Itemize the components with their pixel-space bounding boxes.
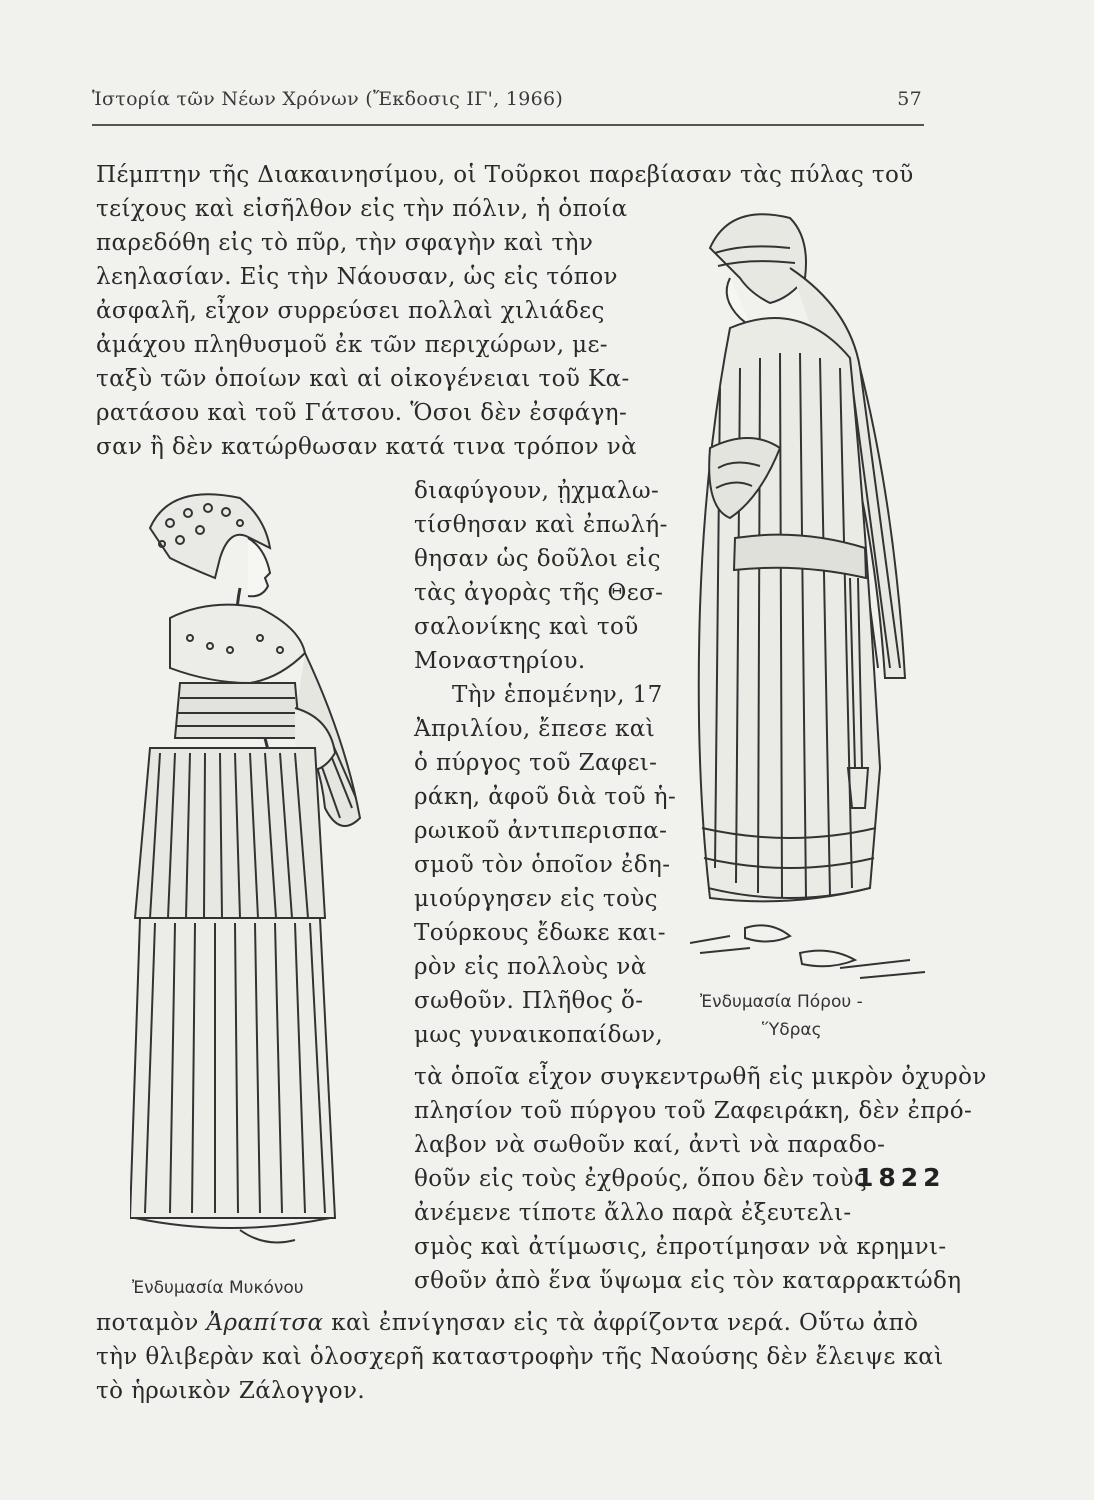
header-rule	[92, 124, 924, 126]
text-line: ρωικοῦ ἀντιπερισπα-	[414, 818, 668, 844]
poros-hydra-caption-line2: Ὕδρας	[762, 1020, 822, 1040]
text-line: μως γυναικοπαίδων,	[414, 1022, 664, 1048]
text-line: Τὴν ἑπομένην, 17	[452, 682, 663, 708]
text-line: σαλονίκης καὶ τοῦ	[414, 614, 639, 640]
text-line	[96, 1308, 918, 1338]
text-fragment: ποταμὸν	[96, 1310, 199, 1336]
text-line: Τούρκους ἔδωκε και-	[414, 920, 666, 946]
text-line: σαν ἢ δὲν κατώρθωσαν κατά τινα τρόπον νὰ	[96, 434, 638, 460]
text-line: σμοῦ τὸν ὁποῖον ἐδη-	[414, 852, 671, 878]
text-line: τίσθησαν καὶ ἐπωλή-	[414, 512, 668, 538]
text-line: λεηλασίαν. Εἰς τὴν Νάουσαν, ὡς εἰς τόπον	[96, 264, 618, 290]
text-line: τείχους καὶ εἰσῆλθον εἰς τὴν πόλιν, ἡ ὁποία	[96, 196, 628, 222]
text-line: σωθοῦν. Πλῆθος ὅ-	[414, 988, 644, 1014]
mykonos-caption: Ἐνδυμασία Μυκόνου	[132, 1278, 304, 1298]
text-line: ταξὺ τῶν ὁποίων καὶ αἱ οἰκογένειαι τοῦ Κα-	[96, 366, 630, 392]
text-line: ὁ πύργος τοῦ Ζαφει-	[414, 750, 658, 776]
text-line: Ἀπριλίου, ἔπεσε καὶ	[414, 716, 656, 742]
text-fragment: καὶ ἐπνίγησαν εἰς τὰ ἀφρίζοντα νερά. Οὕτω ἀπὸ	[331, 1310, 919, 1336]
text-line: Πέμπτην τῆς Διακαινησίμου, οἱ Τοῦρκοι παρεβίασαν τὰς πύλας τοῦ	[96, 162, 914, 188]
text-line: θησαν ὡς δοῦλοι εἰς	[414, 546, 661, 572]
text-line: ἀνέμενε τίποτε ἄλλο παρὰ ἐξευτελι-	[414, 1200, 852, 1226]
text-line: λαβον νὰ σωθοῦν καί, ἀντὶ νὰ παραδο-	[414, 1132, 886, 1158]
text-line: σμὸς καὶ ἀτίμωσις, ἐπροτίμησαν νὰ κρημνι-	[414, 1234, 947, 1260]
text-line: σθοῦν ἀπὸ ἕνα ὕψωμα εἰς τὸν καταρρακτώδη	[414, 1268, 962, 1294]
text-line: τὴν θλιβερὰν καὶ ὁλοσχερῆ καταστροφὴν τῆς Ναούσης δὲν ἔλειψε καὶ	[96, 1344, 944, 1370]
text-line: τὰς ἀγορὰς τῆς Θεσ-	[414, 580, 664, 606]
text-line: θοῦν εἰς τοὺς ἐχθρούς, ὅπου δὲν τοὺς	[414, 1166, 868, 1192]
text-line: ρατάσου καὶ τοῦ Γάτσου. Ὅσοι δὲν ἐσφάγη-	[96, 400, 628, 426]
river-name: Ἀραπίτσα	[206, 1310, 324, 1336]
text-line: παρεδόθη εἰς τὸ πῦρ, τὴν σφαγὴν καὶ τὴν	[96, 230, 594, 256]
running-title: Ἱστορία τῶν Νέων Χρόνων (Ἔκδοσις ΙΓ', 1966)	[92, 88, 564, 110]
text-line: ρὸν εἰς πολλοὺς νὰ	[414, 954, 647, 980]
text-line: Μοναστηρίου.	[414, 648, 586, 674]
margin-year: 1822	[856, 1163, 946, 1192]
text-line: ἀμάχου πληθυσμοῦ ἐκ τῶν περιχώρων, με-	[96, 332, 608, 358]
text-line: τὸ ἡρωικὸν Ζάλογγον.	[96, 1378, 366, 1404]
text-line: πλησίον τοῦ πύργου τοῦ Ζαφειράκη, δὲν ἐπρό-	[414, 1098, 973, 1124]
text-line: διαφύγουν, ᾐχμαλω-	[414, 478, 660, 504]
text-line: μιούργησεν εἰς τοὺς	[414, 886, 658, 912]
text-line: ἀσφαλῆ, εἶχον συρρεύσει πολλαὶ χιλιάδες	[96, 298, 605, 324]
text-line: τὰ ὁποῖα εἶχον συγκεντρωθῆ εἰς μικρὸν ὀχυρὸν	[414, 1064, 987, 1090]
page-number: 57	[897, 88, 922, 110]
poros-hydra-caption-line1: Ἐνδυμασία Πόρου -	[700, 992, 863, 1012]
poros-hydra-costume-illustration	[690, 208, 930, 988]
running-header	[92, 88, 922, 110]
mykonos-costume-illustration	[130, 478, 370, 1258]
text-line: ράκη, ἀφοῦ διὰ τοῦ ἡ-	[414, 784, 677, 810]
